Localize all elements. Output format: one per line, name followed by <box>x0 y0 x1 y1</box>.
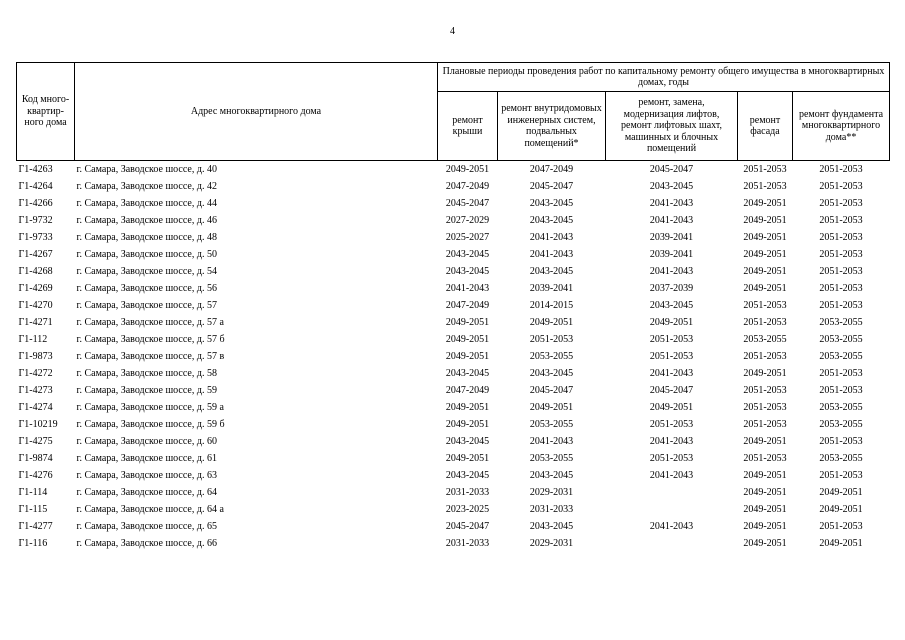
cell-elevators: 2051-2053 <box>649 418 694 430</box>
header-facade: ремонт фасада <box>738 92 793 161</box>
cell-engineering: 2041-2043 <box>529 248 574 260</box>
header-periods-group: Плановые периоды проведения работ по капитальному ремонту общего имущества в многоквартирных домах, годы <box>438 63 890 92</box>
cell-code: Г1-114 <box>18 486 48 498</box>
cell-address: г. Самара, Заводское шоссе, д. 59 а <box>76 401 224 413</box>
cell-elevators: 2049-2051 <box>649 316 694 328</box>
cell-code: Г1-4272 <box>18 367 53 379</box>
repair-schedule-table <box>16 62 890 552</box>
cell-foundation: 2051-2053 <box>819 248 863 260</box>
cell-foundation: 2051-2053 <box>819 265 863 277</box>
cell-code: Г1-9732 <box>18 214 53 226</box>
table-row <box>17 399 890 416</box>
cell-code: Г1-4271 <box>18 316 53 328</box>
cell-facade: 2049-2051 <box>743 486 787 498</box>
cell-address: г. Самара, Заводское шоссе, д. 61 <box>76 452 217 464</box>
cell-address: г. Самара, Заводское шоссе, д. 56 <box>76 282 217 294</box>
cell-elevators: 2043-2045 <box>649 180 694 192</box>
cell-foundation: 2051-2053 <box>819 231 863 243</box>
table-row <box>17 212 890 229</box>
header-foundation: ремонт фундамента многоквартирного дома** <box>793 92 890 161</box>
cell-code: Г1-4263 <box>18 163 53 175</box>
cell-engineering: 2043-2045 <box>529 469 574 481</box>
table-row <box>17 314 890 331</box>
cell-engineering: 2047-2049 <box>529 163 574 175</box>
cell-foundation: 2053-2055 <box>819 333 863 345</box>
cell-elevators: 2041-2043 <box>649 367 694 379</box>
cell-engineering: 2051-2053 <box>529 333 574 345</box>
cell-foundation: 2051-2053 <box>819 282 863 294</box>
cell-code: Г1-4266 <box>18 197 53 209</box>
cell-address: г. Самара, Заводское шоссе, д. 66 <box>76 537 217 549</box>
cell-facade: 2051-2053 <box>743 180 787 192</box>
table-row <box>17 433 890 450</box>
cell-roof: 2049-2051 <box>445 350 490 362</box>
cell-foundation: 2051-2053 <box>819 214 863 226</box>
table-row <box>17 229 890 246</box>
cell-facade: 2051-2053 <box>743 401 787 413</box>
cell-code: Г1-4270 <box>18 299 53 311</box>
table-body <box>17 161 890 553</box>
cell-code: Г1-116 <box>18 537 48 549</box>
cell-facade: 2051-2053 <box>743 163 787 175</box>
cell-roof: 2047-2049 <box>445 384 490 396</box>
cell-address: г. Самара, Заводское шоссе, д. 54 <box>76 265 217 277</box>
cell-engineering: 2039-2041 <box>529 282 574 294</box>
cell-address: г. Самара, Заводское шоссе, д. 57 в <box>76 350 225 362</box>
cell-address: г. Самара, Заводское шоссе, д. 48 <box>76 231 217 243</box>
cell-roof: 2041-2043 <box>445 282 490 294</box>
cell-foundation: 2051-2053 <box>819 163 863 175</box>
cell-roof: 2049-2051 <box>445 316 490 328</box>
table-row <box>17 280 890 297</box>
cell-engineering: 2029-2031 <box>529 537 574 549</box>
cell-code: Г1-9873 <box>18 350 53 362</box>
cell-code: Г1-4273 <box>18 384 53 396</box>
cell-engineering: 2049-2051 <box>529 316 574 328</box>
cell-address: г. Самара, Заводское шоссе, д. 46 <box>76 214 217 226</box>
cell-facade: 2053-2055 <box>743 333 787 345</box>
header-code: Код много-квартир-ного дома <box>17 63 75 161</box>
cell-facade: 2051-2053 <box>743 384 787 396</box>
cell-facade: 2049-2051 <box>743 248 787 260</box>
cell-roof: 2047-2049 <box>445 299 490 311</box>
cell-elevators: 2045-2047 <box>649 163 694 175</box>
cell-facade: 2051-2053 <box>743 418 787 430</box>
cell-engineering: 2043-2045 <box>529 197 574 209</box>
cell-engineering: 2041-2043 <box>529 435 574 447</box>
cell-address: г. Самара, Заводское шоссе, д. 42 <box>76 180 217 192</box>
table-row <box>17 382 890 399</box>
header-engineering: ремонт внутридомовых инженерных систем, подвальных помещений* <box>498 92 606 161</box>
cell-address: г. Самара, Заводское шоссе, д. 64 а <box>76 503 224 515</box>
cell-facade: 2049-2051 <box>743 503 787 515</box>
cell-engineering: 2029-2031 <box>529 486 574 498</box>
cell-foundation: 2051-2053 <box>819 299 863 311</box>
cell-address: г. Самара, Заводское шоссе, д. 57 <box>76 299 217 311</box>
cell-engineering: 2041-2043 <box>529 231 574 243</box>
cell-roof: 2045-2047 <box>445 520 490 532</box>
cell-roof: 2027-2029 <box>445 214 490 226</box>
cell-facade: 2051-2053 <box>743 299 787 311</box>
header-elevators: ремонт, замена, модернизация лифтов, ремонт лифтовых шахт, машинных и блочных помещений <box>606 92 738 161</box>
cell-code: Г1-4268 <box>18 265 53 277</box>
cell-engineering: 2053-2055 <box>529 418 574 430</box>
cell-code: Г1-4277 <box>18 520 53 532</box>
cell-roof: 2049-2051 <box>445 401 490 413</box>
cell-address: г. Самара, Заводское шоссе, д. 64 <box>76 486 217 498</box>
cell-facade: 2051-2053 <box>743 452 787 464</box>
cell-facade: 2049-2051 <box>743 435 787 447</box>
cell-address: г. Самара, Заводское шоссе, д. 63 <box>76 469 217 481</box>
cell-elevators: 2049-2051 <box>649 401 694 413</box>
cell-code: Г1-4267 <box>18 248 53 260</box>
cell-address: г. Самара, Заводское шоссе, д. 57 б <box>76 333 225 345</box>
cell-facade: 2049-2051 <box>743 282 787 294</box>
cell-address: г. Самара, Заводское шоссе, д. 65 <box>76 520 217 532</box>
cell-address: г. Самара, Заводское шоссе, д. 58 <box>76 367 217 379</box>
cell-elevators: 2051-2053 <box>649 452 694 464</box>
cell-elevators: 2039-2041 <box>649 248 694 260</box>
cell-engineering: 2045-2047 <box>529 180 574 192</box>
cell-code: Г1-4275 <box>18 435 53 447</box>
cell-roof: 2023-2025 <box>445 503 490 515</box>
cell-facade: 2051-2053 <box>743 350 787 362</box>
table-row <box>17 467 890 484</box>
cell-engineering: 2049-2051 <box>529 401 574 413</box>
table-row <box>17 178 890 195</box>
cell-engineering: 2043-2045 <box>529 520 574 532</box>
cell-facade: 2049-2051 <box>743 265 787 277</box>
cell-elevators: 2045-2047 <box>649 384 694 396</box>
cell-foundation: 2051-2053 <box>819 520 863 532</box>
cell-code: Г1-112 <box>18 333 48 345</box>
cell-engineering: 2045-2047 <box>529 384 574 396</box>
cell-roof: 2043-2045 <box>445 435 490 447</box>
cell-engineering: 2043-2045 <box>529 367 574 379</box>
table-row <box>17 365 890 382</box>
table-row <box>17 450 890 467</box>
table-row <box>17 331 890 348</box>
cell-foundation: 2053-2055 <box>819 418 863 430</box>
cell-facade: 2051-2053 <box>743 316 787 328</box>
cell-roof: 2031-2033 <box>445 537 490 549</box>
cell-foundation: 2049-2051 <box>819 537 863 549</box>
cell-roof: 2043-2045 <box>445 367 490 379</box>
cell-engineering: 2043-2045 <box>529 265 574 277</box>
table-header <box>17 63 890 161</box>
cell-facade: 2049-2051 <box>743 367 787 379</box>
table-row <box>17 416 890 433</box>
cell-engineering: 2053-2055 <box>529 350 574 362</box>
table-row <box>17 348 890 365</box>
cell-elevators: 2041-2043 <box>649 520 694 532</box>
cell-code: Г1-4276 <box>18 469 53 481</box>
cell-address: г. Самара, Заводское шоссе, д. 57 а <box>76 316 224 328</box>
table-row <box>17 161 890 179</box>
cell-foundation: 2051-2053 <box>819 384 863 396</box>
cell-elevators: 2037-2039 <box>649 282 694 294</box>
cell-address: г. Самара, Заводское шоссе, д. 50 <box>76 248 217 260</box>
page-number: 4 <box>450 26 455 37</box>
cell-foundation: 2053-2055 <box>819 401 863 413</box>
cell-foundation: 2051-2053 <box>819 469 863 481</box>
cell-engineering: 2053-2055 <box>529 452 574 464</box>
cell-roof: 2045-2047 <box>445 197 490 209</box>
cell-roof: 2049-2051 <box>445 452 490 464</box>
cell-elevators <box>606 484 738 501</box>
cell-roof: 2049-2051 <box>445 333 490 345</box>
cell-foundation: 2053-2055 <box>819 316 863 328</box>
cell-engineering: 2043-2045 <box>529 214 574 226</box>
cell-code: Г1-4264 <box>18 180 53 192</box>
table-row <box>17 501 890 518</box>
cell-elevators <box>606 501 738 518</box>
header-address: Адрес многоквартирного дома <box>75 63 438 161</box>
cell-roof: 2049-2051 <box>445 163 490 175</box>
cell-foundation: 2049-2051 <box>819 503 863 515</box>
cell-address: г. Самара, Заводское шоссе, д. 44 <box>76 197 217 209</box>
cell-facade: 2049-2051 <box>743 537 787 549</box>
cell-elevators: 2041-2043 <box>649 265 694 277</box>
cell-foundation: 2053-2055 <box>819 350 863 362</box>
cell-address: г. Самара, Заводское шоссе, д. 59 <box>76 384 217 396</box>
cell-roof: 2049-2051 <box>445 418 490 430</box>
table-row <box>17 535 890 552</box>
table-row <box>17 297 890 314</box>
table-row <box>17 263 890 280</box>
cell-code: Г1-4274 <box>18 401 53 413</box>
cell-foundation: 2051-2053 <box>819 435 863 447</box>
cell-facade: 2049-2051 <box>743 197 787 209</box>
cell-roof: 2047-2049 <box>445 180 490 192</box>
cell-code: Г1-4269 <box>18 282 53 294</box>
cell-elevators: 2041-2043 <box>649 469 694 481</box>
cell-foundation: 2051-2053 <box>819 197 863 209</box>
header-roof: ремонт крыши <box>438 92 498 161</box>
table-row <box>17 246 890 263</box>
cell-code: Г1-9733 <box>18 231 53 243</box>
cell-elevators: 2039-2041 <box>649 231 694 243</box>
cell-facade: 2049-2051 <box>743 469 787 481</box>
cell-code: Г1-9874 <box>18 452 53 464</box>
cell-roof: 2043-2045 <box>445 248 490 260</box>
cell-elevators: 2043-2045 <box>649 299 694 311</box>
cell-roof: 2043-2045 <box>445 265 490 277</box>
cell-code: Г1-115 <box>18 503 48 515</box>
cell-code: Г1-10219 <box>18 418 58 430</box>
cell-elevators: 2041-2043 <box>649 197 694 209</box>
cell-facade: 2049-2051 <box>743 520 787 532</box>
cell-elevators: 2051-2053 <box>649 350 694 362</box>
cell-facade: 2049-2051 <box>743 231 787 243</box>
cell-address: г. Самара, Заводское шоссе, д. 59 б <box>76 418 225 430</box>
header-row-top <box>17 63 890 92</box>
cell-roof: 2025-2027 <box>445 231 490 243</box>
table-row <box>17 484 890 501</box>
cell-address: г. Самара, Заводское шоссе, д. 40 <box>76 163 217 175</box>
cell-foundation: 2049-2051 <box>819 486 863 498</box>
cell-elevators <box>606 535 738 552</box>
table-row <box>17 518 890 535</box>
cell-foundation: 2053-2055 <box>819 452 863 464</box>
table-row <box>17 195 890 212</box>
cell-facade: 2049-2051 <box>743 214 787 226</box>
cell-elevators: 2041-2043 <box>649 214 694 226</box>
cell-address: г. Самара, Заводское шоссе, д. 60 <box>76 435 217 447</box>
cell-foundation: 2051-2053 <box>819 367 863 379</box>
cell-engineering: 2031-2033 <box>529 503 574 515</box>
cell-roof: 2043-2045 <box>445 469 490 481</box>
cell-elevators: 2051-2053 <box>649 333 694 345</box>
cell-foundation: 2051-2053 <box>819 180 863 192</box>
cell-engineering: 2014-2015 <box>529 299 574 311</box>
cell-elevators: 2041-2043 <box>649 435 694 447</box>
cell-roof: 2031-2033 <box>445 486 490 498</box>
